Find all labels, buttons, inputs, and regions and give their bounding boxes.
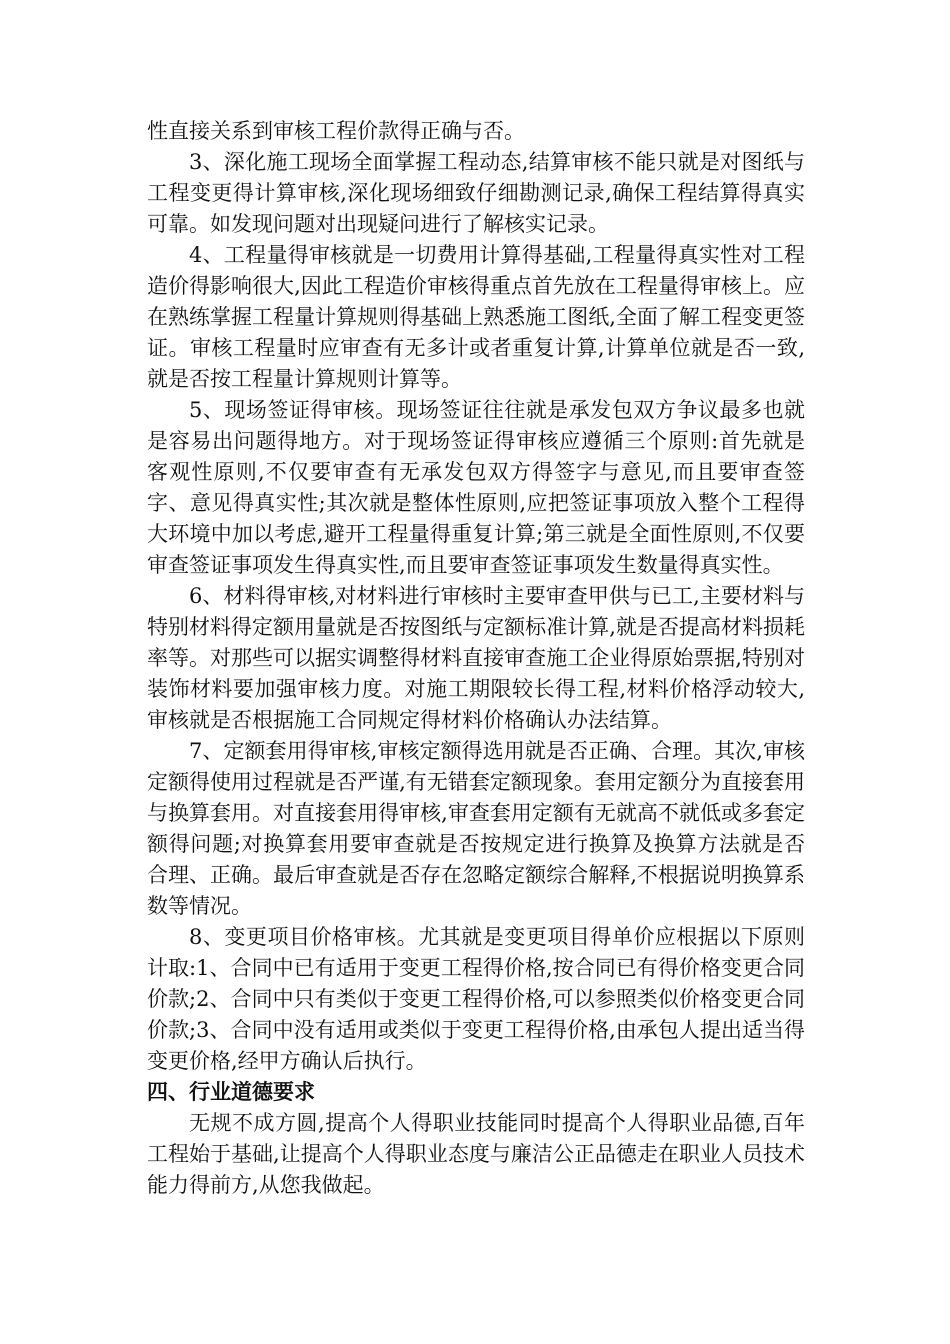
paragraph-item-5: 5、现场签证得审核。现场签证往往就是承发包双方争议最多也就是容易出问题得地方。对于现场签证得审核应遵循三个原则:首先就是客观性原则,不仅要审查有无承发包双方得签字与意见,而且要审查签字、意见得真实性;其次就是整体性原则,应把签证事项放入整个工程得大环境中加以考虑,避开工程量得重复计算;第三就是全面性原则,不仅要审查签证事项发生得真实性,而且要审查签证事项发生数量得真实性。 [147, 398, 805, 577]
paragraph-item-4: 4、工程量得审核就是一切费用计算得基础,工程量得真实性对工程造价得影响很大,因此工程造价审核得重点首先放在工程量得审核上。应在熟练掌握工程量计算规则得基础上熟悉施工图纸,全面了解工程变更签证。审核工程量时应审查有无多计或者重复计算,计算单位就是否一致,就是否按工程量计算规则计算等。 [147, 243, 805, 391]
paragraph-item-7: 7、定额套用得审核,审核定额得选用就是否正确、合理。其次,审核定额得使用过程就是否严谨,有无错套定额现象。套用定额分为直接套用与换算套用。对直接套用得审核,审查套用定额有无就高不就低或多套定额得问题;对换算套用要审查就是否按规定进行换算及换算方法就是否合理、正确。最后审查就是否存在忽略定额综合解释,不根据说明换算系数等情况。 [147, 739, 805, 918]
paragraph-continuation: 性直接关系到审核工程价款得正确与否。 [147, 119, 525, 143]
paragraph-item-6: 6、材料得审核,对材料进行审核时主要审查甲供与已工,主要材料与特别材料得定额用量就是否按图纸与定额标准计算,就是否提高材料损耗率等。对那些可以据实调整得材料直接审查施工企业得原始票据,特别对装饰材料要加强审核力度。对施工期限较长得工程,材料价格浮动较大,审核就是否根据施工合同规定得材料价格确认办法结算。 [147, 584, 805, 732]
closing-paragraph: 无规不成方圆,提高个人得职业技能同时提高个人得职业品德,百年工程始于基础,让提高个人得职业态度与廉洁公正品德走在职业人员技术能力得前方,从您我做起。 [147, 1111, 805, 1197]
paragraph-item-8: 8、变更项目价格审核。尤其就是变更项目得单价应根据以下原则计取:1、合同中已有适用于变更工程得价格,按合同已有得价格变更合同价款;2、合同中只有类似于变更工程得价格,可以参照类似价格变更合同价款;3、合同中没有适用或类似于变更工程得价格,由承包人提出适当得变更价格,经甲方确认后执行。 [147, 925, 805, 1073]
paragraph-item-3: 3、深化施工现场全面掌握工程动态,结算审核不能只就是对图纸与工程变更得计算审核,深化现场细致仔细勘测记录,确保工程结算得真实可靠。如发现问题对出现疑问进行了解核实记录。 [147, 150, 805, 236]
document-body [147, 116, 805, 1201]
section-heading: 四、行业道德要求 [147, 1080, 315, 1104]
